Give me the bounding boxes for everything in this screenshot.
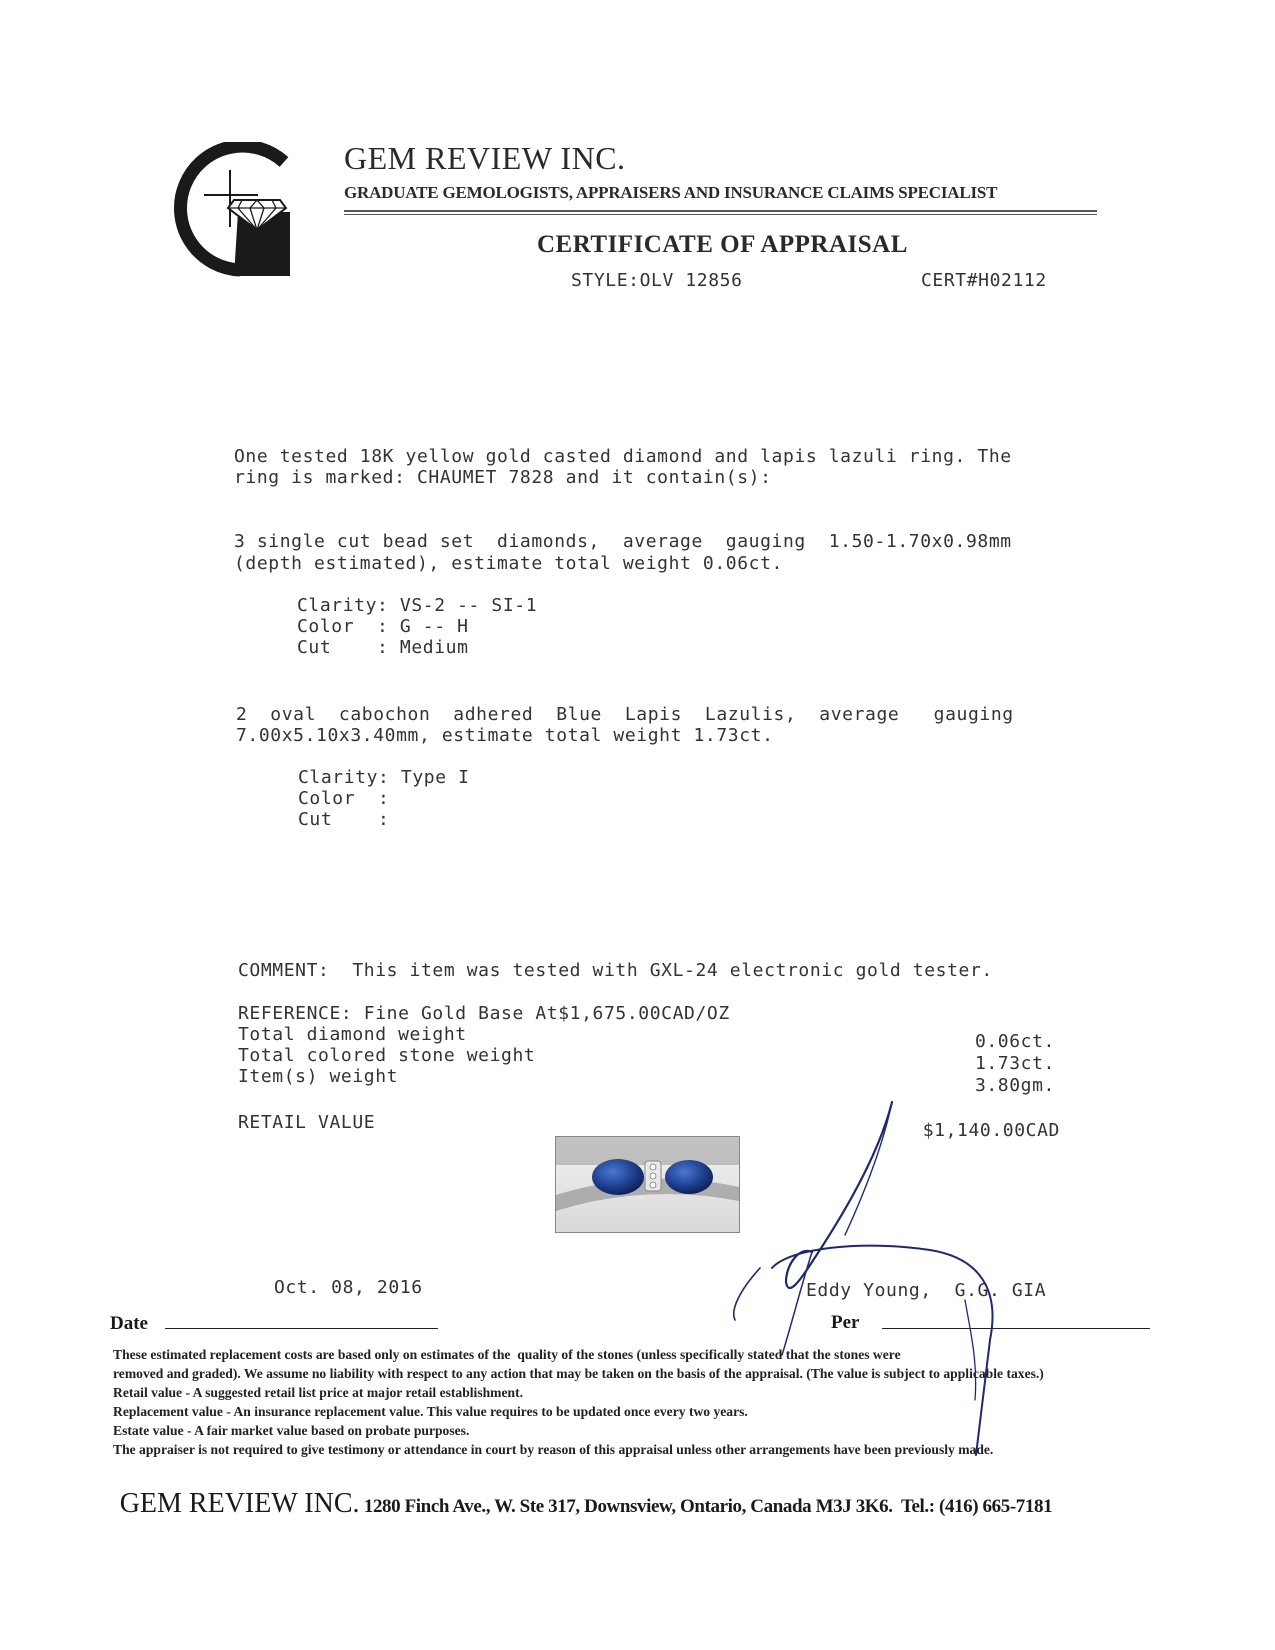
diamonds-line-2: (depth estimated), estimate total weight 0.06ct. (234, 553, 783, 574)
disclaimer-line-4: Replacement value - An insurance replacement value. This value requires to be updated once every two years. (113, 1404, 748, 1419)
comment-text: COMMENT: This item was tested with GXL-24 electronic gold tester. (238, 960, 993, 981)
per-signature-line (882, 1328, 1150, 1329)
disclaimer-line-6: The appraiser is not required to give testimony or attendance in court by reason of this appraisal unless other arrangements have been previously made. (113, 1442, 994, 1457)
diamonds-clarity: Clarity: VS-2 -- SI-1 (297, 595, 538, 616)
company-logo (172, 142, 307, 282)
item-weight-label: Item(s) weight (238, 1066, 399, 1087)
date-signature-line (165, 1328, 438, 1329)
header-rule-top (344, 210, 1097, 212)
date-label: Date (110, 1313, 148, 1334)
ring-photo (555, 1136, 740, 1233)
description-line-2: ring is marked: CHAUMET 7828 and it contain(s): (234, 467, 772, 488)
description-line-1: One tested 18K yellow gold casted diamond and lapis lazuli ring. The (234, 446, 1012, 467)
appraisal-date: Oct. 08, 2016 (274, 1277, 423, 1298)
disclaimer-line-3: Retail value - A suggested retail list price at major retail establishment. (113, 1385, 524, 1400)
diamonds-color: Color : G -- H (297, 616, 469, 637)
footer (111, 1466, 1052, 1520)
total-diamond-weight-value: 0.06ct. (974, 1031, 1055, 1052)
certificate-number: CERT#H02112 (921, 270, 1047, 291)
style-number: STYLE:OLV 12856 (571, 270, 743, 291)
total-colored-stone-weight-value: 1.73ct. (974, 1053, 1055, 1074)
certificate-title: CERTIFICATE OF APPRAISAL (537, 231, 908, 258)
diamonds-line-1: 3 single cut bead set diamonds, average gauging 1.50-1.70x0.98mm (234, 531, 1012, 552)
item-weight-value: 3.80gm. (974, 1075, 1055, 1096)
company-name: GEM REVIEW INC. (344, 140, 626, 176)
lapis-clarity: Clarity: Type I (298, 767, 470, 788)
lapis-line-2: 7.00x5.10x3.40mm, estimate total weight 1.73ct. (236, 725, 774, 746)
total-diamond-weight-label: Total diamond weight (238, 1024, 467, 1045)
footer-address: 1280 Finch Ave., W. Ste 317, Downsview, Ontario, Canada M3J 3K6. Tel.: (416) 665-7181 (359, 1496, 1053, 1517)
disclaimer-line-5: Estate value - A fair market value based on probate purposes. (113, 1423, 470, 1438)
lapis-cut: Cut : (298, 809, 390, 830)
reference-text: REFERENCE: Fine Gold Base At$1,675.00CAD/OZ (238, 1003, 730, 1024)
total-colored-stone-weight-label: Total colored stone weight (238, 1045, 536, 1066)
disclaimer-line-2: removed and graded). We assume no liability with respect to any action that may be taken on the basis of the appraisal. (The value is subject to applicable taxes.) (113, 1366, 1044, 1381)
retail-value-label: RETAIL VALUE (238, 1112, 376, 1133)
disclaimer-line-1: These estimated replacement costs are based only on estimates of the quality of the stones (unless specifically stated that the stones were (113, 1347, 901, 1362)
company-tagline: GRADUATE GEMOLOGISTS, APPRAISERS AND INSURANCE CLAIMS SPECIALIST (344, 183, 998, 202)
retail-value-amount: $1,140.00CAD (922, 1120, 1060, 1141)
lapis-line-1: 2 oval cabochon adhered Blue Lapis Lazulis, average gauging (236, 704, 1014, 725)
lapis-color: Color : (298, 788, 390, 809)
footer-company-name: GEM REVIEW INC. (119, 1488, 360, 1519)
appraiser-name: Eddy Young, G.G. GIA (806, 1280, 1047, 1301)
header-rule-bottom (344, 214, 1097, 215)
diamonds-cut: Cut : Medium (297, 637, 469, 658)
per-label: Per (831, 1312, 860, 1333)
